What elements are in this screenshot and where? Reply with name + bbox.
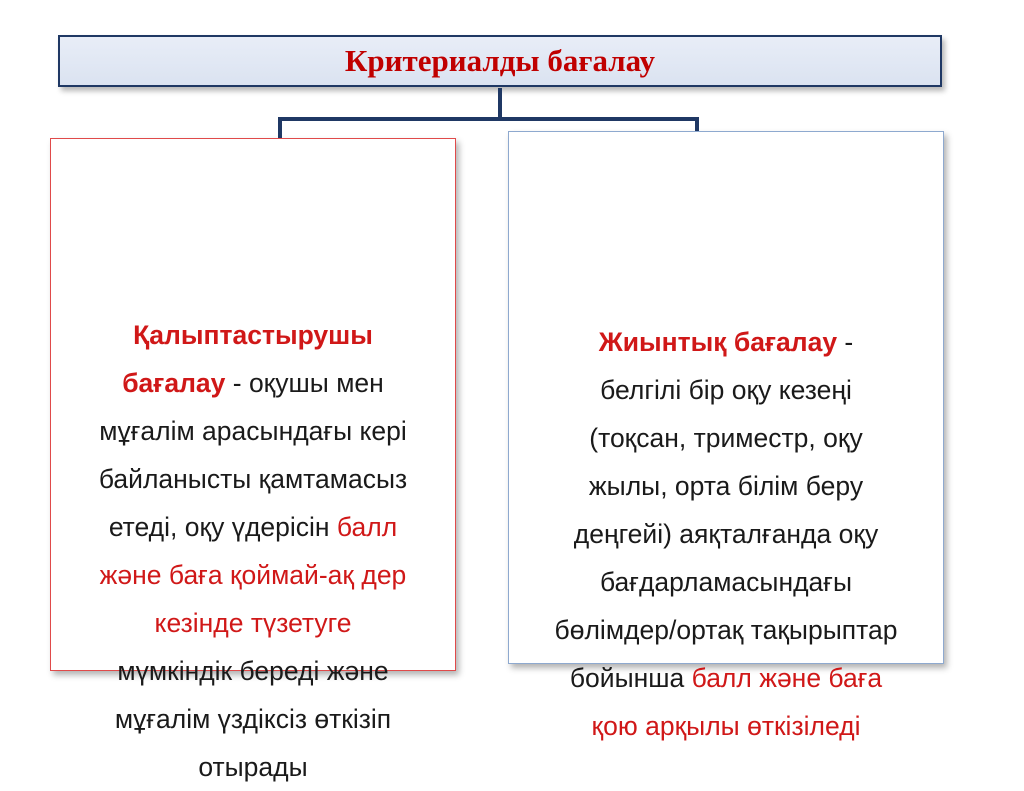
text-line	[589, 462, 863, 510]
text-segment: бағалау	[122, 368, 226, 398]
text-segment: жылы, орта білім беру	[588, 471, 864, 501]
text-line	[99, 407, 406, 455]
text-segment: және баға қоймай-ақ дер	[99, 560, 407, 590]
text-segment: кезінде түзетуге	[154, 608, 352, 638]
diagram-title: Критериалды бағалау	[344, 43, 656, 78]
formative-assessment-card	[50, 138, 456, 782]
text-line	[115, 695, 391, 743]
text-segment: мұғалім арасындағы кері	[99, 416, 407, 446]
text-line	[574, 510, 878, 558]
text-segment: байланысты қамтамасыз	[98, 464, 408, 494]
summative-assessment-card	[508, 131, 944, 741]
text-segment: етеді, оқу үдерісін	[108, 512, 337, 542]
text-segment: Қалыптастырушы	[133, 320, 373, 350]
text-line	[570, 654, 882, 702]
text-line	[100, 551, 407, 599]
text-segment: бойынша	[569, 663, 692, 693]
text-segment: отырады	[198, 752, 308, 782]
text-line	[198, 743, 307, 791]
text-line	[122, 359, 384, 407]
text-segment: мүмкіндік береді және	[117, 656, 389, 686]
text-segment: Жиынтық бағалау	[598, 327, 838, 357]
text-segment: мұғалім үздіксіз өткізіп	[114, 704, 392, 734]
text-segment: бөлімдер/ортақ тақырыптар	[554, 615, 898, 645]
text-segment: балл және баға	[691, 663, 883, 693]
text-line	[589, 414, 862, 462]
text-segment: белгілі бір оқу кезеңі	[600, 375, 852, 405]
text-line	[599, 318, 854, 366]
text-line	[555, 606, 898, 654]
text-segment: бағдарламасындағы	[599, 567, 852, 597]
text-segment: қою арқылы өткізіледі	[591, 711, 861, 741]
text-line	[155, 599, 352, 647]
text-segment: деңгейі) аяқталғанда оқу	[573, 519, 879, 549]
text-line	[592, 702, 861, 750]
text-line	[117, 647, 388, 695]
text-segment: - оқушы мен	[225, 368, 384, 398]
text-line	[133, 311, 373, 359]
text-segment: (тоқсан, триместр, оқу	[589, 423, 863, 453]
text-line	[99, 455, 407, 503]
text-line	[600, 558, 852, 606]
text-line	[600, 366, 852, 414]
text-line	[109, 503, 397, 551]
text-segment: балл	[336, 512, 398, 542]
text-segment: -	[837, 327, 854, 357]
